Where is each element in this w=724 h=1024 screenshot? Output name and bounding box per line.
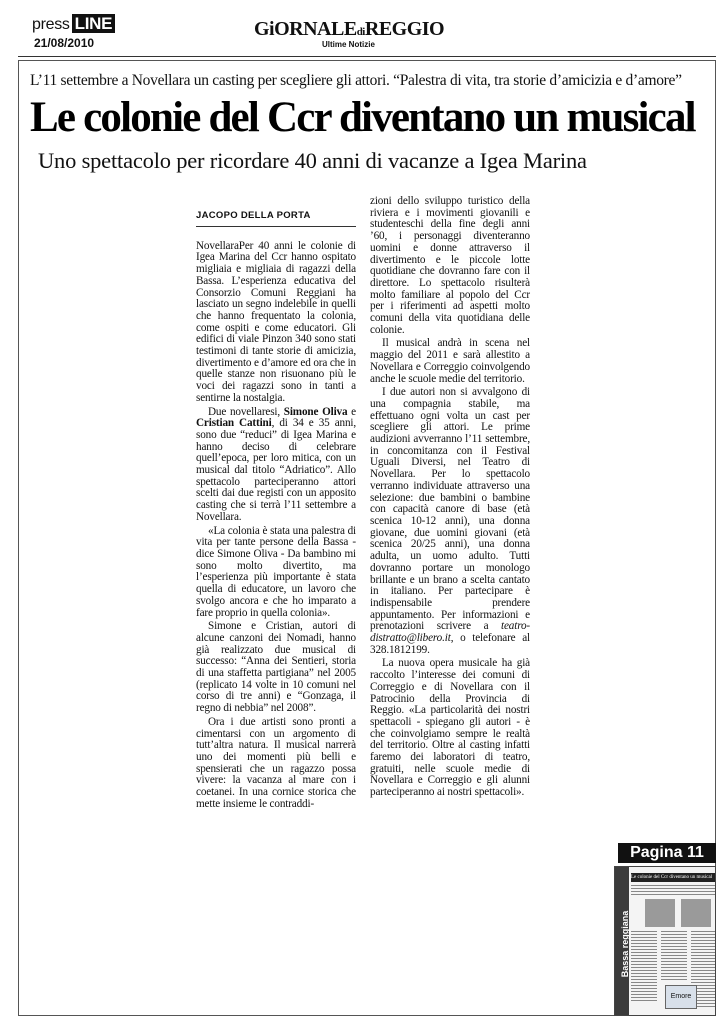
- article-headline: Le colonie del Ccr diventano un musical: [30, 94, 695, 141]
- article-kicker: L’11 settembre a Novellara un casting per scegliere gli attori. “Palestra di vita, tra storie d’amicizia e d’amore”: [30, 72, 682, 89]
- thumbnail-text-block: [661, 931, 687, 981]
- clip-date: 21/08/2010: [34, 36, 95, 50]
- newspaper-logo: [254, 18, 444, 41]
- thumbnail-section-label: Bassa reggiana: [620, 910, 630, 978]
- logo-name: GiORNALE: [254, 18, 357, 40]
- logo-di: di: [356, 26, 365, 38]
- article-subhead: Uno spettacolo per ricordare 40 anni di vacanze a Igea Marina: [38, 148, 587, 173]
- thumbnail-ad: Emore: [665, 985, 697, 1009]
- paragraph: zioni dello sviluppo turistico della riviera e i movimenti giovanili e studenteschi della fine degli anni ’60, i personaggi diventeranno uomini e donne attraverso il divertimento e le piccole lotte quotidiane che dovranno fare con il direttore. Lo spettacolo risulterà molto familiare al popolo del Ccr per i riferimenti ad aspetti molto comuni della vita quotidiana delle colonie.: [370, 195, 530, 336]
- article-frame: [18, 60, 716, 1016]
- line-text: LINE: [72, 14, 116, 33]
- page-thumbnail: [614, 866, 716, 1016]
- page-header: [0, 0, 724, 56]
- logo-subtitle: Ultime Notizie: [322, 40, 375, 49]
- thumbnail-photo: [681, 899, 711, 927]
- article-column-1: [196, 210, 356, 812]
- press-line-logo: [32, 14, 115, 34]
- page-number-badge: Pagina 11: [618, 843, 716, 863]
- paragraph: NovellaraPer 40 anni le colonie di Igea Marina del Ccr hanno ospitato migliaia e migliaia di ragazzi della Bassa. L’esperienza educativa del Consorzio Comuni Reggiani ha lasciato un segno indelebile in quelli che hanno frequentato la colonia, come ospiti e come educatori. Gli edifici di viale Pinzon 340 sono stati testimoni di tante storie di amicizia, divertimento e d’amore ed ora che in quelle stanze non risuonano più le voci dei ragazzi sono in tanti a sentirne la nostalgia.: [196, 239, 356, 404]
- paragraph: Ora i due artisti sono pronti a cimentarsi con un argomento di tutt’altra natura. Il musical narrerà uno dei momenti più belli e spensierati che un ragazzo possa vivere: la vacanza al mare con i coetanei. In una cornice storica che mette insieme le contraddi-: [196, 715, 356, 810]
- logo-city: REGGIO: [364, 18, 445, 40]
- paragraph: Il musical andrà in scena nel maggio del 2011 e sarà allestito a Novellara e Correggio coinvolgendo anche le scuole medie del territorio.: [370, 337, 530, 385]
- thumbnail-photo: [645, 899, 675, 927]
- byline: JACOPO DELLA PORTA: [196, 210, 356, 227]
- thumbnail-title: Le colonie del Ccr diventano un musical: [631, 873, 715, 882]
- paragraph: La nuova opera musicale ha già raccolto l’interesse dei comuni di Correggio e di Novellara con il Patrocinio della Provincia di Reggio. «La particolarità dei nostri spettacoli - spiegano gli autori - è che coinvolgiamo sempre le realtà del territorio. Oltre al casting infatti faremo dei laboratori di teatro, gratuiti, nelle scuole medie di Novellara e Correggio e gli alunni parteciperanno ai nostri spettacoli».: [370, 657, 530, 799]
- press-text: press: [32, 16, 70, 33]
- thumbnail-text-block: [631, 885, 715, 895]
- paragraph: Due novellaresi, Simone Oliva e Cristian Cattini, di 34 e 35 anni, sono due “reduci” di Igea Marina e hanno deciso di celebrare quell’epoca, per loro mitica, con un musical dal titolo “Adriatico”. Allo spettacolo parteciperanno attori scelti dai due registi con un apposito casting che si terrà l’11 settembre a Novellara.: [196, 405, 356, 523]
- paragraph: «La colonia è stata una palestra di vita per tante persone della Bassa - dice Simone Oliva - Da bambino mi sono molto divertito, ma l’esperienza più importante è stata quella di educatore, un lavoro che svolgo ancora e che ho imparato a fare proprio in quella colonia».: [196, 524, 356, 619]
- thumbnail-text-block: [631, 931, 657, 1001]
- paragraph: Simone e Cristian, autori di alcune canzoni dei Nomadi, hanno già realizzato due musical di successo: “Anna dei Sentieri, storia di una staffetta partigiana” nel 2005 (replicato 14 volte in 10 comuni nel corso di tre anni) e “Gonzaga, il regno di nebbia” nel 2008”.: [196, 620, 356, 715]
- paragraph: I due autori non si avvalgono di una compagnia stabile, ma effettuano ogni volta un cast per scegliere gli attori. Le prime audizioni avverranno l’11 settembre, in concomitanza con il Festival Uguali Diversi, nel Teatro di Novellara. Per lo spettacolo verranno individuate attraverso una selezione: due bambini o bambine con capacità canore di base (età scenica 10-12 anni), una donna giovane, due uomini giovani (età scenica 20/25 anni), una donna adulta, un uomo adulto. Tutti dovranno portare un monologo brillante e un brano a scelta cantato in italiano. Per partecipare è indispensabile prendere appuntamento. Per informazioni e prenotazioni scrivere a teatro-distratto@libero.it, o telefonare al 328.1812199.: [370, 386, 530, 656]
- header-divider: [18, 56, 716, 57]
- article-column-2: [370, 196, 530, 801]
- thumbnail-section-strip: [615, 867, 629, 1015]
